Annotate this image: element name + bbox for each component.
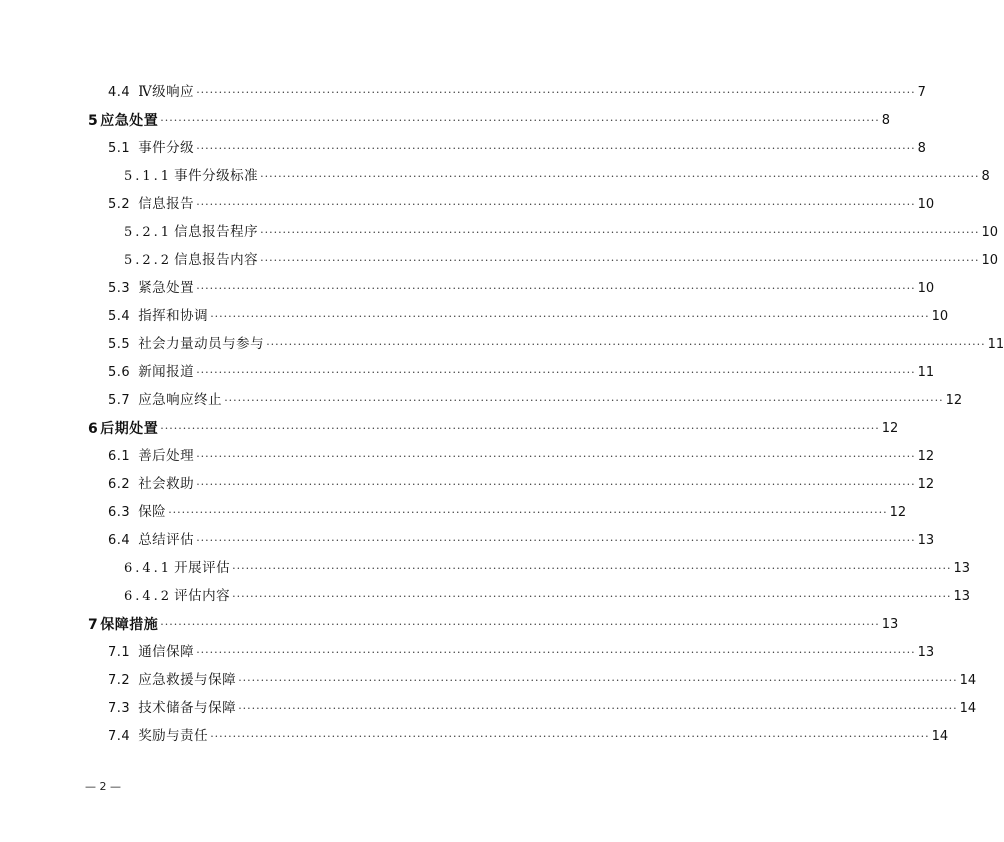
toc-entry-title: 技术储备与保障 [138, 700, 237, 716]
toc-entry-title: Ⅳ级响应 [138, 84, 195, 100]
toc-leader-dots: ································································································································································ [260, 226, 980, 239]
toc-entry-title: 信息报告程序 [174, 224, 259, 240]
toc-entry[interactable] [0, 382, 963, 410]
toc-entry-page: 12 [917, 449, 935, 464]
toc-entry-title: 善后处理 [138, 448, 195, 464]
toc-entry-page: 7 [917, 85, 926, 100]
toc-entry-page: 8 [917, 141, 926, 156]
toc-entry-title: 应急处置 [100, 113, 159, 129]
toc-entry[interactable] [0, 662, 977, 690]
toc-entry[interactable] [0, 270, 935, 298]
toc-entry-title: 社会力量动员与参与 [138, 336, 265, 352]
toc-entry-number: 5.3 [108, 281, 131, 296]
toc-entry-label [108, 195, 194, 214]
toc-entry-page: 10 [917, 281, 935, 296]
toc-entry-page: 12 [917, 477, 935, 492]
toc-entry-title: 保障措施 [100, 617, 159, 633]
toc-leader-dots: ································································································································································ [196, 534, 916, 547]
toc-entry-page: 10 [981, 225, 999, 240]
toc-entry-label [108, 503, 166, 522]
toc-entry[interactable] [0, 410, 899, 438]
toc-leader-dots: ································································································································································ [260, 170, 980, 183]
toc-entry[interactable] [0, 158, 990, 186]
toc-entry-number: 5 [88, 113, 99, 129]
toc-entry[interactable] [0, 438, 935, 466]
toc-entry[interactable] [0, 74, 926, 102]
toc-entry-page: 10 [917, 197, 935, 212]
toc-entry[interactable] [0, 130, 926, 158]
toc-entry-number: 6.4 [108, 533, 131, 548]
toc-entry-number: 6.1 [108, 449, 131, 464]
toc-leader-dots: ································································································································································ [196, 450, 916, 463]
toc-entry-title: 后期处置 [100, 421, 159, 437]
toc-entry-page: 10 [931, 309, 949, 324]
toc-entry[interactable] [0, 578, 971, 606]
toc-entry-label [108, 139, 194, 158]
toc-entry[interactable] [0, 102, 890, 130]
toc-entry-number: 6.3 [108, 505, 131, 520]
toc-leader-dots: ································································································································································ [160, 618, 880, 631]
toc-entry[interactable] [0, 466, 935, 494]
toc-entry-page: 14 [959, 701, 977, 716]
toc-entry-number: 5.5 [108, 337, 131, 352]
toc-entry-label [108, 475, 194, 494]
toc-leader-dots: ································································································································································ [168, 506, 888, 519]
toc-leader-dots: ································································································································································ [196, 478, 916, 491]
toc-entry-label [108, 307, 208, 326]
toc-entry-number: 7.1 [108, 645, 131, 660]
toc-entry-page: 13 [917, 533, 935, 548]
toc-leader-dots: ································································································································································ [210, 310, 930, 323]
toc-entry-label [108, 643, 194, 662]
toc-entry-number: 5.7 [108, 393, 131, 408]
toc-entry-label [124, 167, 258, 186]
toc-entry-number: 5.1.1 [124, 169, 173, 184]
toc-entry-label [108, 699, 236, 718]
toc-entry-page: 14 [959, 673, 977, 688]
toc-entry[interactable] [0, 326, 1004, 354]
toc-leader-dots: ································································································································································ [196, 86, 916, 99]
toc-entry-page: 8 [881, 113, 890, 128]
toc-entry-label [108, 83, 194, 102]
toc-entry-label [108, 727, 208, 746]
toc-entry-title: 应急响应终止 [138, 392, 223, 408]
toc-entry-label [108, 335, 264, 354]
toc-entry-label [108, 531, 194, 550]
toc-entry[interactable] [0, 606, 899, 634]
toc-entry-label [124, 587, 230, 606]
toc-entry-number: 5.6 [108, 365, 131, 380]
toc-entry[interactable] [0, 718, 949, 746]
toc-entry[interactable] [0, 242, 999, 270]
toc-entry-label [108, 671, 236, 690]
toc-entry-label [108, 363, 194, 382]
toc-leader-dots: ································································································································································ [196, 198, 916, 211]
toc-entry[interactable] [0, 186, 935, 214]
toc-leader-dots: ································································································································································ [160, 114, 880, 127]
toc-entry-page: 8 [981, 169, 990, 184]
toc-entry-title: 评估内容 [174, 588, 231, 604]
toc-leader-dots: ································································································································································ [238, 674, 958, 687]
toc-entry-title: 开展评估 [174, 560, 231, 576]
toc-entry[interactable] [0, 494, 907, 522]
toc-entry-title: 总结评估 [138, 532, 195, 548]
toc-entry-label [124, 223, 258, 242]
toc-leader-dots: ································································································································································ [260, 254, 980, 267]
toc-entry-page: 13 [953, 561, 971, 576]
toc-entry-page: 12 [889, 505, 907, 520]
toc-leader-dots: ································································································································································ [196, 366, 916, 379]
toc-entry-page: 13 [917, 645, 935, 660]
toc-entry-title: 指挥和协调 [138, 308, 209, 324]
toc-entry-title: 通信保障 [138, 644, 195, 660]
toc-leader-dots: ································································································································································ [224, 394, 944, 407]
toc-entry-label [108, 447, 194, 466]
toc-entry[interactable] [0, 634, 935, 662]
toc-entry-page: 11 [987, 337, 1004, 352]
toc-leader-dots: ································································································································································ [160, 422, 880, 435]
toc-entry[interactable] [0, 550, 971, 578]
toc-entry[interactable] [0, 690, 977, 718]
toc-entry-page: 13 [953, 589, 971, 604]
toc-entry[interactable] [0, 298, 949, 326]
toc-entry-number: 5.2.2 [124, 253, 173, 268]
toc-entry[interactable] [0, 354, 935, 382]
toc-leader-dots: ································································································································································ [232, 562, 952, 575]
page-number-footer: — 2 — [85, 780, 121, 793]
toc-entry-page: 10 [981, 253, 999, 268]
toc-entry-page: 12 [881, 421, 899, 436]
toc-entry-number: 6 [88, 421, 99, 437]
toc-entry-number: 7 [88, 617, 99, 633]
toc-entry-title: 事件分级 [138, 140, 195, 156]
toc-entry-title: 新闻报道 [138, 364, 195, 380]
toc-entry-page: 13 [881, 617, 899, 632]
toc-entry-title: 信息报告 [138, 196, 195, 212]
toc-entry[interactable] [0, 522, 935, 550]
toc-leader-dots: ································································································································································ [196, 282, 916, 295]
toc-leader-dots: ································································································································································ [266, 338, 986, 351]
toc-entry-title: 奖励与责任 [138, 728, 209, 744]
toc-entry-number: 7.4 [108, 729, 131, 744]
toc-entry-number: 4.4 [108, 85, 131, 100]
toc-entry-label [88, 112, 158, 130]
toc-entry[interactable] [0, 214, 999, 242]
toc-entry-number: 5.4 [108, 309, 131, 324]
toc-entry-title: 信息报告内容 [174, 252, 259, 268]
toc-leader-dots: ································································································································································ [238, 702, 958, 715]
toc-entry-number: 6.2 [108, 477, 131, 492]
toc-entry-number: 5.1 [108, 141, 131, 156]
toc-entry-title: 社会救助 [138, 476, 195, 492]
toc-entry-page: 12 [945, 393, 963, 408]
toc-entry-page: 14 [931, 729, 949, 744]
toc-entry-title: 应急救援与保障 [138, 672, 237, 688]
toc-leader-dots: ································································································································································ [210, 730, 930, 743]
toc-entry-title: 紧急处置 [138, 280, 195, 296]
toc-leader-dots: ································································································································································ [196, 142, 916, 155]
toc-entry-label [88, 616, 158, 634]
toc-leader-dots: ································································································································································ [232, 590, 952, 603]
toc-entry-label [88, 420, 158, 438]
toc-entry-number: 6.4.2 [124, 589, 173, 604]
toc-entry-title: 保险 [138, 504, 167, 520]
toc-entry-page: 11 [917, 365, 935, 380]
toc-entry-title: 事件分级标准 [174, 168, 259, 184]
toc-entry-number: 7.2 [108, 673, 131, 688]
toc-entry-number: 6.4.1 [124, 561, 173, 576]
toc-entry-label [108, 391, 222, 410]
toc-entry-number: 5.2.1 [124, 225, 173, 240]
toc-entry-label [124, 251, 258, 270]
toc-entry-number: 7.3 [108, 701, 131, 716]
toc-entry-label [124, 559, 230, 578]
toc-entry-number: 5.2 [108, 197, 131, 212]
toc-entry-label [108, 279, 194, 298]
toc-leader-dots: ································································································································································ [196, 646, 916, 659]
